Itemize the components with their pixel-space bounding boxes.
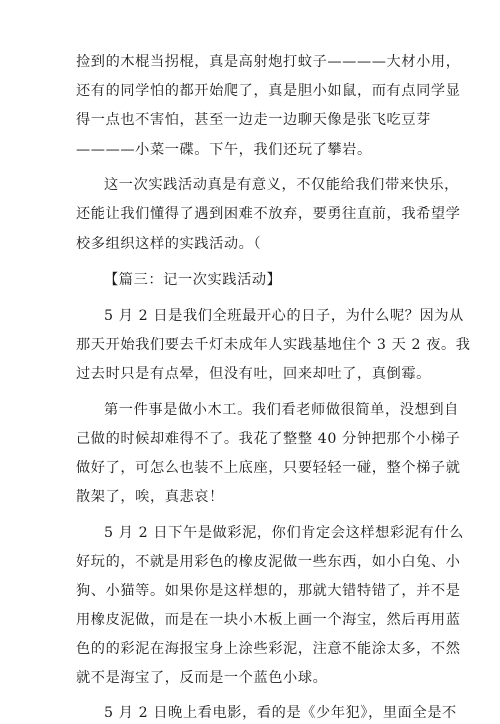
paragraph-line: 用橡皮泥做，而是在一块小木板上画一个海宝，然后再用蓝 bbox=[76, 612, 461, 628]
paragraph-line: 过去时只是有点晕，但没有吐，回来却吐了，真倒霉。 bbox=[76, 366, 431, 382]
paragraph-line: 5 月 2 日下午是做彩泥，你们肯定会这样想彩泥有什么 bbox=[104, 525, 464, 541]
paragraph-line: 就不是海宝了，反而是一个蓝色小球。 bbox=[76, 670, 328, 686]
paragraph-line: 5 月 2 日晚上看电影，看的是《少年犯》，里面全是不 bbox=[104, 705, 457, 721]
paragraph-line: ————小菜一碟。下午，我们还玩了攀岩。 bbox=[76, 142, 372, 158]
paragraph-line: 己做的时候却难得不了。我花了整整 40 分钟把那个小梯子 bbox=[76, 431, 461, 447]
paragraph-line: 这一次实践活动真是有意义，不仅能给我们带来快乐， bbox=[104, 177, 459, 193]
paragraph-line: 还能让我们懂得了遇到困难不放弃，要勇往直前，我希望学 bbox=[76, 206, 461, 222]
paragraph-line: 5 月 2 日是我们全班最开心的日子，为什么呢？因为从 bbox=[104, 308, 464, 324]
section-heading: 【篇三：记一次实践活动】 bbox=[104, 272, 282, 288]
paragraph-line: 第一件事是做小木工。我们看老师做很简单，没想到自 bbox=[104, 402, 459, 418]
paragraph-line: 得一点也不害怕，甚至一边走一边聊天像是张飞吃豆芽 bbox=[76, 112, 431, 128]
paragraph-line: 做好了，可怎么也装不上底座，只要轻轻一碰，整个梯子就 bbox=[76, 460, 461, 476]
paragraph-line: 散架了，唉，真悲哀！ bbox=[76, 489, 224, 505]
paragraph-line: 校多组织这样的实践活动。（ bbox=[76, 236, 262, 252]
paragraph-line: 捡到的木棍当拐棍，真是高射炮打蚊子————大材小用， bbox=[76, 54, 461, 70]
paragraph-line: 色的的彩泥在海报宝身上涂些彩泥，注意不能涂太多，不然 bbox=[76, 641, 461, 657]
paragraph-line: 狗、小猫等。如果你是这样想的，那就大错特错了，并不是 bbox=[76, 583, 461, 599]
paragraph-line: 那天开始我们要去千灯未成年人实践基地住个 3 天 2 夜。我 bbox=[76, 337, 471, 353]
paragraph-line: 还有的同学怕的都开始爬了，真是胆小如鼠，而有点同学显 bbox=[76, 83, 461, 99]
paragraph-line: 好玩的，不就是用彩色的橡皮泥做一些东西，如小白兔、小 bbox=[76, 554, 461, 570]
